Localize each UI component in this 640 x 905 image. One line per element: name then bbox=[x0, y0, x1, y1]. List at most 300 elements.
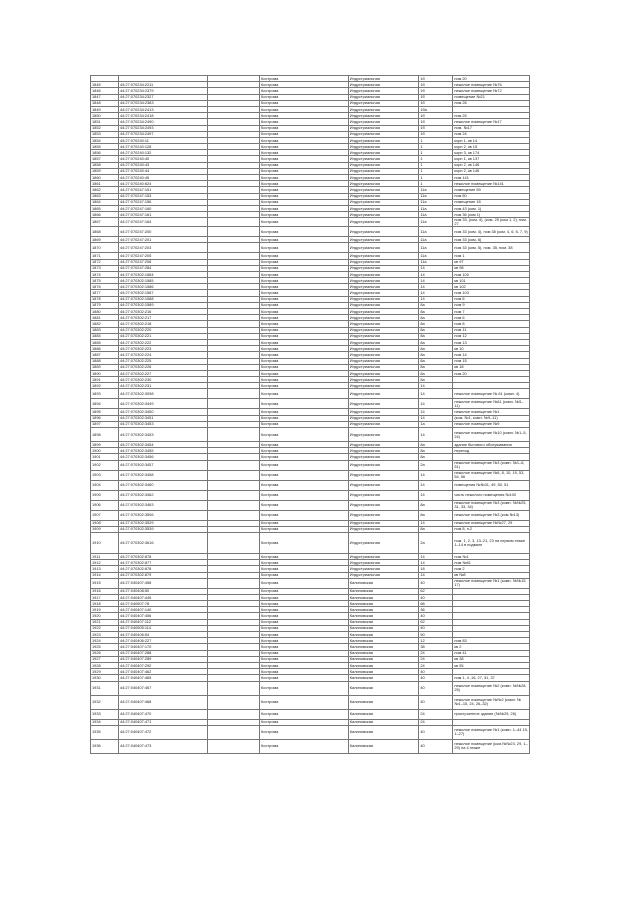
street-cell: Калиновская bbox=[348, 650, 419, 656]
street-cell: Индустриальная bbox=[348, 339, 419, 345]
table-row bbox=[91, 480, 530, 490]
house-number-cell: 1б bbox=[419, 125, 453, 131]
premises-note-cell: нежилое помещение №72 bbox=[453, 88, 530, 94]
house-number-cell: 40 bbox=[419, 695, 453, 709]
house-number-cell: 11а bbox=[419, 193, 453, 199]
cadastral-number-cell: 44:27:070247:164 bbox=[118, 218, 207, 227]
street-cell: Индустриальная bbox=[348, 460, 419, 470]
empty-cell bbox=[207, 227, 259, 237]
cadastral-number-cell: 44:27:070302:3456 bbox=[118, 454, 207, 460]
premises-note-cell: помещение 59 bbox=[453, 187, 530, 193]
table-row bbox=[91, 243, 530, 253]
row-number-cell: 1847 bbox=[91, 94, 119, 100]
cadastral-number-cell: 44:27:040407:292 bbox=[118, 662, 207, 668]
house-number-cell: 14 bbox=[419, 470, 453, 480]
row-number-cell: 1922 bbox=[91, 625, 119, 631]
street-cell: Индустриальная bbox=[348, 156, 419, 162]
cadastral-number-cell: 44:27:070302:3098 bbox=[118, 389, 207, 399]
city-cell: Кострома bbox=[260, 588, 349, 594]
cadastral-number-cell: 44:27:040407:140 bbox=[118, 607, 207, 613]
house-number-cell: 38 bbox=[419, 644, 453, 650]
premises-note-cell: пом №81 bbox=[453, 560, 530, 566]
street-cell: Индустриальная bbox=[348, 131, 419, 137]
row-number-cell: 1900 bbox=[91, 448, 119, 454]
row-number-cell: 1895 bbox=[91, 409, 119, 415]
row-number-cell: 1854 bbox=[91, 137, 119, 143]
street-cell: Индустриальная bbox=[348, 218, 419, 227]
house-number-cell: 24 bbox=[419, 709, 453, 719]
city-cell: Кострома bbox=[260, 638, 349, 644]
cadastral-number-cell: 44:27:040407:465 bbox=[118, 675, 207, 681]
city-cell: Кострома bbox=[260, 695, 349, 709]
premises-note-cell: пом 1 bbox=[453, 253, 530, 259]
house-number-cell: 8а bbox=[419, 327, 453, 333]
premises-note-cell: корп 2, кв 146 bbox=[453, 162, 530, 168]
premises-note-cell: пом 33 (ком. 4), пом 38 (ком. 4, 6, 6, 7, 9) bbox=[453, 227, 530, 237]
row-number-cell: 1936 bbox=[91, 739, 119, 753]
street-cell: Индустриальная bbox=[348, 309, 419, 315]
house-number-cell: 1б bbox=[419, 76, 453, 82]
city-cell: Кострома bbox=[260, 212, 349, 218]
row-number-cell: 1881 bbox=[91, 315, 119, 321]
cadastral-number-cell: 44:27:040407:456 bbox=[118, 613, 207, 619]
cadastral-number-cell: 44:27:070302:878 bbox=[118, 566, 207, 572]
row-number-cell: 1848 bbox=[91, 100, 119, 106]
cadastral-number-cell: 44:27:070234:2379 bbox=[118, 88, 207, 94]
street-cell: Индустриальная bbox=[348, 100, 419, 106]
city-cell: Кострома bbox=[260, 144, 349, 150]
city-cell: Кострома bbox=[260, 327, 349, 333]
row-number-cell: 1890 bbox=[91, 370, 119, 376]
street-cell: Индустриальная bbox=[348, 253, 419, 259]
city-cell: Кострома bbox=[260, 669, 349, 675]
house-number-cell: 8а bbox=[419, 526, 453, 532]
cadastral-number-cell: 44:27:040407:288 bbox=[118, 650, 207, 656]
premises-note-cell: нежилое помещение №17 bbox=[453, 119, 530, 125]
empty-cell bbox=[207, 389, 259, 399]
city-cell: Кострома bbox=[260, 137, 349, 143]
city-cell: Кострома bbox=[260, 259, 349, 265]
cadastral-number-cell: 44:27:040407:470 bbox=[118, 709, 207, 719]
cadastral-number-cell: 44:27:070302:1586 bbox=[118, 284, 207, 290]
city-cell: Кострома bbox=[260, 572, 349, 578]
empty-cell bbox=[207, 500, 259, 510]
street-cell: Индустриальная bbox=[348, 193, 419, 199]
city-cell: Кострома bbox=[260, 321, 349, 327]
cadastral-number-cell: 44:27:070302:225 bbox=[118, 358, 207, 364]
row-number-cell: 1925 bbox=[91, 644, 119, 650]
cadastral-number-cell: 44:27:070302:217 bbox=[118, 315, 207, 321]
city-cell: Кострома bbox=[260, 719, 349, 725]
house-number-cell: 8а bbox=[419, 364, 453, 370]
row-number-cell: 1850 bbox=[91, 113, 119, 119]
row-number-cell: 1919 bbox=[91, 607, 119, 613]
row-number-cell: 1864 bbox=[91, 199, 119, 205]
city-cell: Кострома bbox=[260, 82, 349, 88]
cadastral-number-cell: 44:27:070247:156 bbox=[118, 199, 207, 205]
city-cell: Кострома bbox=[260, 739, 349, 753]
street-cell: Индустриальная bbox=[348, 526, 419, 532]
city-cell: Кострома bbox=[260, 181, 349, 187]
empty-cell bbox=[207, 725, 259, 739]
house-number-cell: 62 bbox=[419, 588, 453, 594]
premises-note-cell: нежилое помещение №№2 (комн. №№1–15, 24, 26–32) bbox=[453, 695, 530, 709]
row-number-cell: 1871 bbox=[91, 253, 119, 259]
row-number-cell: 1858 bbox=[91, 162, 119, 168]
row-number-cell: 1935 bbox=[91, 725, 119, 739]
cadastral-number-cell: 44:27:070302:216 bbox=[118, 309, 207, 315]
row-number-cell: 1870 bbox=[91, 243, 119, 253]
city-cell: Кострома bbox=[260, 460, 349, 470]
house-number-cell: 18 bbox=[419, 566, 453, 572]
cadastral-number-cell: 44:27:070234:2383 bbox=[118, 100, 207, 106]
cadastral-number-cell: 44:27:070234:2497 bbox=[118, 131, 207, 137]
city-cell: Кострома bbox=[260, 278, 349, 284]
empty-cell bbox=[207, 681, 259, 695]
premises-note-cell: пом 36 (ком 1) bbox=[453, 212, 530, 218]
row-number-cell: 1859 bbox=[91, 168, 119, 174]
cadastral-number-cell: 44:27:070302:3539 bbox=[118, 526, 207, 532]
street-cell: Калиновская bbox=[348, 619, 419, 625]
premises-note-cell: пом 43 (ком. 1) bbox=[453, 205, 530, 211]
street-cell: Индустриальная bbox=[348, 383, 419, 389]
street-cell: Индустриальная bbox=[348, 302, 419, 308]
row-number-cell: 1856 bbox=[91, 150, 119, 156]
street-cell: Калиновская bbox=[348, 601, 419, 607]
house-number-cell: 8а bbox=[419, 346, 453, 352]
cadastral-number-cell: 44:27:070240:11 bbox=[118, 137, 207, 143]
premises-note-cell: корп 2, кв 146 bbox=[453, 168, 530, 174]
empty-cell bbox=[207, 399, 259, 409]
row-number-cell: 1855 bbox=[91, 144, 119, 150]
cadastral-number-cell: 44:27:040407:458 bbox=[118, 578, 207, 588]
city-cell: Кострома bbox=[260, 662, 349, 668]
house-number-cell: 40 bbox=[419, 613, 453, 619]
row-number-cell: 1897 bbox=[91, 421, 119, 427]
row-number-cell: 1846 bbox=[91, 88, 119, 94]
city-cell: Кострома bbox=[260, 578, 349, 588]
street-cell: Индустриальная bbox=[348, 137, 419, 143]
premises-note-cell: нежилое помещение №3 (комн. №1–6, 51) bbox=[453, 460, 530, 470]
premises-note-cell: нежилое помещение №1 (комн. 1–44 15, 1–27) bbox=[453, 725, 530, 739]
house-number-cell: 68 bbox=[419, 601, 453, 607]
house-number-cell: 11а bbox=[419, 253, 453, 259]
street-cell: Индустриальная bbox=[348, 205, 419, 211]
premises-note-cell: кв 102 bbox=[453, 284, 530, 290]
street-cell: Калиновская bbox=[348, 662, 419, 668]
city-cell: Кострома bbox=[260, 218, 349, 227]
city-cell: Кострома bbox=[260, 532, 349, 553]
table-row bbox=[91, 739, 530, 753]
city-cell: Кострома bbox=[260, 613, 349, 619]
cadastral-number-cell: 44:27:070302:3506 bbox=[118, 510, 207, 520]
premises-note-cell: пом 83 bbox=[453, 638, 530, 644]
house-number-cell: 14 bbox=[419, 271, 453, 277]
cadastral-number-cell: 44:27:040407:467 bbox=[118, 681, 207, 695]
premises-note-cell: пом 33 (ком. 5), пом. 35, пом. 38 bbox=[453, 243, 530, 253]
house-number-cell: 40 bbox=[419, 739, 453, 753]
house-number-cell: 8а bbox=[419, 315, 453, 321]
cadastral-number-cell: 44:27:070302:224 bbox=[118, 352, 207, 358]
street-cell: Индустриальная bbox=[348, 370, 419, 376]
cadastral-number-cell: 44:27:070302:222 bbox=[118, 339, 207, 345]
cadastral-number-cell: 44:27:070302:3453 bbox=[118, 428, 207, 442]
cadastral-number-cell: 44:27:070247:208 bbox=[118, 259, 207, 265]
city-cell: Кострома bbox=[260, 352, 349, 358]
house-number-cell: 24 bbox=[419, 650, 453, 656]
premises-note-cell: здание бытового обслуживания bbox=[453, 442, 530, 448]
street-cell: Калиновская bbox=[348, 644, 419, 650]
house-number-cell: 1а bbox=[419, 421, 453, 427]
city-cell: Кострома bbox=[260, 421, 349, 427]
table-row bbox=[91, 578, 530, 588]
premises-note-cell: пом 15 bbox=[453, 358, 530, 364]
row-number-cell: 1894 bbox=[91, 399, 119, 409]
row-number-cell: 1865 bbox=[91, 205, 119, 211]
table-row bbox=[91, 389, 530, 399]
street-cell: Калиновская bbox=[348, 594, 419, 600]
premises-note-cell: нежилое помещение №9 bbox=[453, 421, 530, 427]
premises-note-cell: пом 41 bbox=[453, 650, 530, 656]
table-row bbox=[91, 725, 530, 739]
row-number-cell: 1908 bbox=[91, 520, 119, 526]
row-number-cell: 1860 bbox=[91, 175, 119, 181]
city-cell: Кострома bbox=[260, 656, 349, 662]
premises-note-cell: кв 18 bbox=[453, 364, 530, 370]
premises-note-cell: переход bbox=[453, 448, 530, 454]
cadastral-number-cell: 44:27:070234:2490 bbox=[118, 119, 207, 125]
cadastral-number-cell: 44:27:070234:2418 bbox=[118, 113, 207, 119]
row-number-cell: 1933 bbox=[91, 709, 119, 719]
row-number-cell: 1899 bbox=[91, 442, 119, 448]
table-row bbox=[91, 218, 530, 227]
table-row bbox=[91, 681, 530, 695]
house-number-cell: 8а bbox=[419, 358, 453, 364]
row-number-cell: 1898 bbox=[91, 428, 119, 442]
street-cell: Индустриальная bbox=[348, 76, 419, 82]
street-cell: Индустриальная bbox=[348, 346, 419, 352]
city-cell: Кострома bbox=[260, 339, 349, 345]
row-number-cell: 1877 bbox=[91, 290, 119, 296]
premises-note-cell: пом 8, п.2 bbox=[453, 526, 530, 532]
street-cell: Калиновская bbox=[348, 656, 419, 662]
house-number-cell: 24 bbox=[419, 662, 453, 668]
table-row bbox=[91, 428, 530, 442]
row-number-cell: 1931 bbox=[91, 681, 119, 695]
house-number-cell: 2а bbox=[419, 532, 453, 553]
row-number-cell: 1928 bbox=[91, 662, 119, 668]
table-row bbox=[91, 490, 530, 500]
row-number-cell: 1918 bbox=[91, 601, 119, 607]
street-cell: Калиновская bbox=[348, 675, 419, 681]
premises-note-cell: пом 33 (ком. 6) bbox=[453, 237, 530, 243]
cadastral-number-cell: 44:27:070302:3453 bbox=[118, 421, 207, 427]
city-cell: Кострома bbox=[260, 156, 349, 162]
street-cell: Индустриальная bbox=[348, 327, 419, 333]
city-cell: Кострома bbox=[260, 709, 349, 719]
house-number-cell: 40 bbox=[419, 578, 453, 588]
table-row bbox=[91, 460, 530, 470]
street-cell: Индустриальная bbox=[348, 532, 419, 553]
cadastral-number-cell: 44:27:070234:2211 bbox=[118, 82, 207, 88]
premises-note-cell: кв 55 bbox=[453, 662, 530, 668]
house-number-cell: 14 bbox=[419, 490, 453, 500]
house-number-cell: 1б bbox=[419, 94, 453, 100]
city-cell: Кострома bbox=[260, 271, 349, 277]
street-cell: Индустриальная bbox=[348, 442, 419, 448]
premises-note-cell: кв 2 bbox=[453, 644, 530, 650]
cadastral-number-cell: 44:27:070247:151 bbox=[118, 187, 207, 193]
cadastral-number-cell: 44:27:070302:226 bbox=[118, 364, 207, 370]
house-number-cell: 14 bbox=[419, 389, 453, 399]
cadastral-number-cell: 44:27:040407:112 bbox=[118, 619, 207, 625]
empty-cell bbox=[207, 532, 259, 553]
table-row bbox=[91, 399, 530, 409]
premises-note-cell: пом 141 bbox=[453, 175, 530, 181]
cadastral-number-cell: 44:27:070302:221 bbox=[118, 333, 207, 339]
street-cell: Калиновская bbox=[348, 638, 419, 644]
city-cell: Кострома bbox=[260, 594, 349, 600]
row-number-cell: 1917 bbox=[91, 594, 119, 600]
city-cell: Кострома bbox=[260, 76, 349, 82]
table-row bbox=[91, 695, 530, 709]
street-cell: Индустриальная bbox=[348, 470, 419, 480]
city-cell: Кострома bbox=[260, 187, 349, 193]
row-number-cell: 1927 bbox=[91, 656, 119, 662]
row-number-cell: 1853 bbox=[91, 131, 119, 137]
city-cell: Кострома bbox=[260, 119, 349, 125]
street-cell: Калиновская bbox=[348, 588, 419, 594]
street-cell: Индустриальная bbox=[348, 243, 419, 253]
street-cell: Индустриальная bbox=[348, 333, 419, 339]
street-cell: Индустриальная bbox=[348, 358, 419, 364]
house-number-cell: 1б bbox=[419, 131, 453, 137]
cadastral-number-cell: 44:27:070247:205 bbox=[118, 253, 207, 259]
house-number-cell: 8а bbox=[419, 309, 453, 315]
city-cell: Кострома bbox=[260, 253, 349, 259]
cadastral-number-cell: 44:27:070240:128 bbox=[118, 144, 207, 150]
house-number-cell: 14 bbox=[419, 409, 453, 415]
row-number-cell: 1892 bbox=[91, 383, 119, 389]
house-number-cell: 1б bbox=[419, 113, 453, 119]
premises-note-cell: нежилое помещение №2 (комн. №№28, 25) bbox=[453, 681, 530, 695]
cadastral-number-cell: 44:27:070302:230 bbox=[118, 377, 207, 383]
city-cell: Кострома bbox=[260, 526, 349, 532]
cadastral-number-cell: 44:27:070302:3463 bbox=[118, 500, 207, 510]
street-cell: Индустриальная bbox=[348, 520, 419, 526]
premises-note-cell: пом. №17 bbox=[453, 125, 530, 131]
row-number-cell: 1866 bbox=[91, 212, 119, 218]
city-cell: Кострома bbox=[260, 650, 349, 656]
premises-note-cell: корп 1, кв 14 bbox=[453, 137, 530, 143]
row-number-cell: 1909 bbox=[91, 526, 119, 532]
row-number-cell: 1880 bbox=[91, 309, 119, 315]
house-number-cell: 40 bbox=[419, 725, 453, 739]
city-cell: Кострома bbox=[260, 290, 349, 296]
house-number-cell: 1 bbox=[419, 175, 453, 181]
street-cell: Калиновская bbox=[348, 669, 419, 675]
house-number-cell: 1б bbox=[419, 119, 453, 125]
premises-note-cell: нежилое помещение №61 (комн. №5–11) bbox=[453, 399, 530, 409]
empty-cell bbox=[207, 480, 259, 490]
registry-table-body bbox=[91, 76, 530, 754]
city-cell: Кострома bbox=[260, 94, 349, 100]
premises-note-cell: пом 6 bbox=[453, 315, 530, 321]
city-cell: Кострома bbox=[260, 601, 349, 607]
city-cell: Кострома bbox=[260, 175, 349, 181]
street-cell: Индустриальная bbox=[348, 175, 419, 181]
house-number-cell: 8а bbox=[419, 352, 453, 358]
premises-note-cell: корп 3, кв 174 bbox=[453, 150, 530, 156]
premises-note-cell: пом 8 bbox=[453, 321, 530, 327]
cadastral-number-cell: 44:27:040407:472 bbox=[118, 725, 207, 739]
city-cell: Кострома bbox=[260, 389, 349, 399]
city-cell: Кострома bbox=[260, 370, 349, 376]
row-number-cell: 1914 bbox=[91, 572, 119, 578]
house-number-cell: 40 bbox=[419, 681, 453, 695]
street-cell: Индустриальная bbox=[348, 278, 419, 284]
city-cell: Кострома bbox=[260, 284, 349, 290]
row-number-cell: 1930 bbox=[91, 675, 119, 681]
row-number-cell: 1912 bbox=[91, 560, 119, 566]
cadastral-number-cell: 44:27:040407:462 bbox=[118, 669, 207, 675]
house-number-cell: 11а bbox=[419, 218, 453, 227]
premises-note-cell: кв 101 bbox=[453, 278, 530, 284]
cadastral-number-cell: 44:27:070302:3449 bbox=[118, 399, 207, 409]
house-number-cell: 8а bbox=[419, 333, 453, 339]
city-cell: Кострома bbox=[260, 100, 349, 106]
street-cell: Индустриальная bbox=[348, 377, 419, 383]
street-cell: Индустриальная bbox=[348, 428, 419, 442]
street-cell: Индустриальная bbox=[348, 454, 419, 460]
table-row bbox=[91, 510, 530, 520]
street-cell: Индустриальная bbox=[348, 187, 419, 193]
house-number-cell: 1 bbox=[419, 150, 453, 156]
city-cell: Кострома bbox=[260, 553, 349, 559]
street-cell: Индустриальная bbox=[348, 284, 419, 290]
city-cell: Кострома bbox=[260, 490, 349, 500]
house-number-cell: 14 bbox=[419, 553, 453, 559]
premises-note-cell: нежилое помещение №№27, 29 bbox=[453, 520, 530, 526]
row-number-cell: 1884 bbox=[91, 333, 119, 339]
cadastral-number-cell: 44:27:040407:445 bbox=[118, 594, 207, 600]
city-cell: Кострома bbox=[260, 644, 349, 650]
cadastral-number-cell: 44:27:070240:40 bbox=[118, 156, 207, 162]
premises-note-cell: нежилое помещение №10 (комн. №1–5, 24) bbox=[453, 428, 530, 442]
street-cell: Индустриальная bbox=[348, 212, 419, 218]
cadastral-number-cell: 44:27:040505:114 bbox=[118, 625, 207, 631]
premises-note-cell: кв №8 bbox=[453, 572, 530, 578]
city-cell: Кострома bbox=[260, 470, 349, 480]
city-cell: Кострома bbox=[260, 566, 349, 572]
city-cell: Кострома bbox=[260, 315, 349, 321]
city-cell: Кострома bbox=[260, 364, 349, 370]
street-cell: Индустриальная bbox=[348, 572, 419, 578]
street-cell: Индустриальная bbox=[348, 271, 419, 277]
house-number-cell: 1 bbox=[419, 144, 453, 150]
street-cell: Индустриальная bbox=[348, 94, 419, 100]
house-number-cell: 1б bbox=[419, 82, 453, 88]
house-number-cell: 14 bbox=[419, 290, 453, 296]
street-cell: Индустриальная bbox=[348, 259, 419, 265]
street-cell: Индустриальная bbox=[348, 237, 419, 243]
street-cell: Индустриальная bbox=[348, 321, 419, 327]
row-number-cell: 1868 bbox=[91, 227, 119, 237]
row-number-cell: 1875 bbox=[91, 278, 119, 284]
empty-cell bbox=[207, 460, 259, 470]
house-number-cell: 40 bbox=[419, 669, 453, 675]
street-cell: Индустриальная bbox=[348, 227, 419, 237]
